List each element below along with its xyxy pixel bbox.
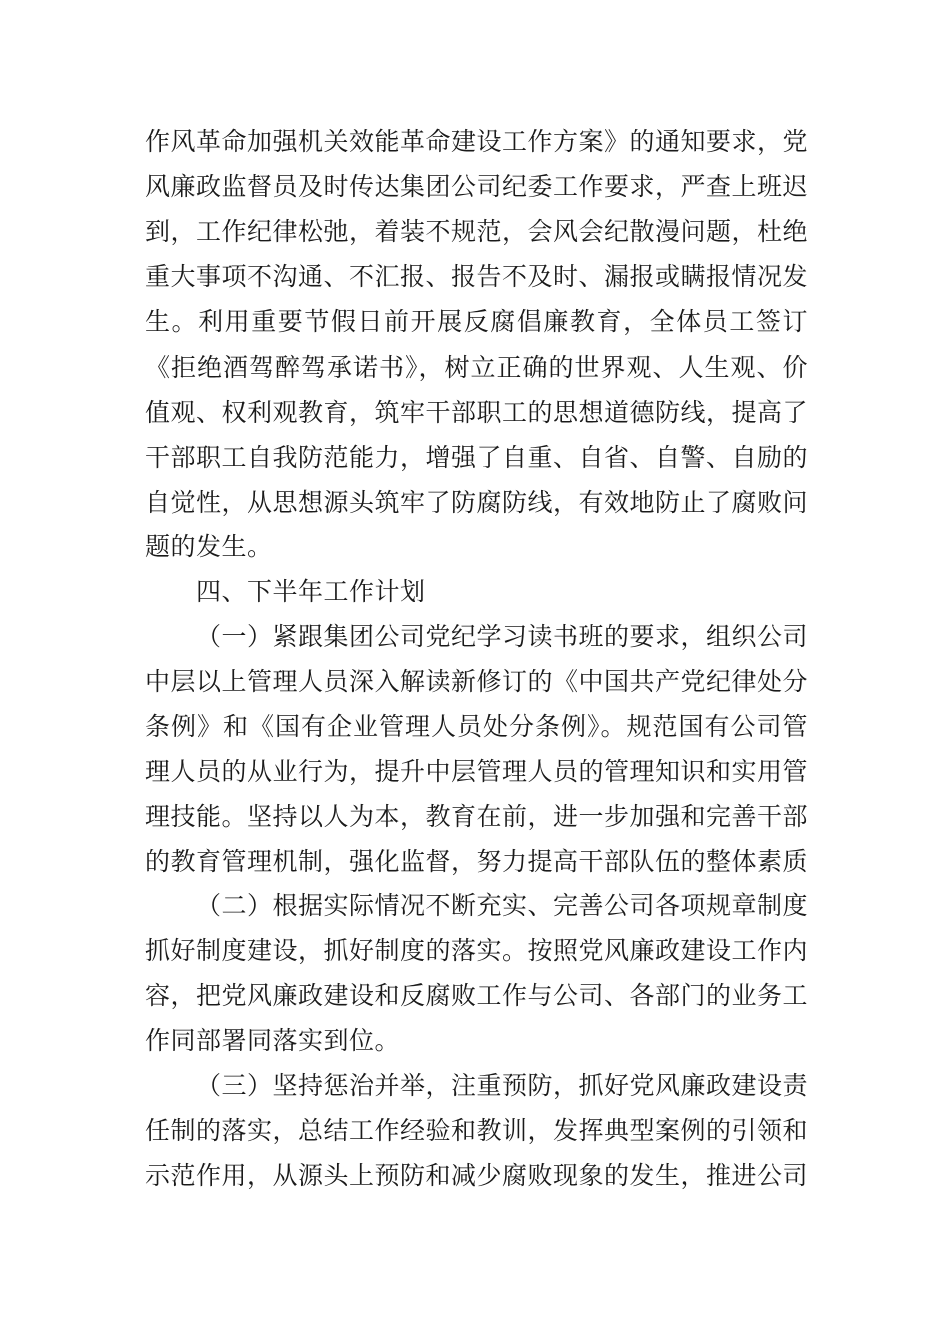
paragraph-line: （三）坚持惩治并举，注重预防，抓好党风廉政建设责 bbox=[196, 1071, 809, 1100]
paragraph-line: 到，工作纪律松弛，着装不规范，会风会纪散漫问题，杜绝 bbox=[145, 217, 809, 246]
paragraph-line: 中层以上管理人员深入解读新修订的《中国共产党纪律处分 bbox=[145, 667, 809, 696]
paragraph-line: 理技能。坚持以人为本，教育在前，进一步加强和完善干部 bbox=[145, 802, 809, 831]
paragraph-line: 理人员的从业行为，提升中层管理人员的管理知识和实用管 bbox=[145, 757, 809, 786]
paragraph-line: 自觉性，从思想源头筑牢了防腐防线，有效地防止了腐败问 bbox=[145, 488, 809, 517]
paragraph-line: （二）根据实际情况不断充实、完善公司各项规章制度 bbox=[196, 891, 809, 920]
paragraph-line: 任制的落实，总结工作经验和教训，发挥典型案例的引领和 bbox=[145, 1116, 809, 1145]
paragraph-line: 容，把党风廉政建设和反腐败工作与公司、各部门的业务工 bbox=[145, 981, 809, 1010]
paragraph-line: 条例》和《国有企业管理人员处分条例》。规范国有公司管 bbox=[145, 712, 808, 741]
paragraph-line: 作同部署同落实到位。 bbox=[145, 1026, 401, 1055]
paragraph-line: 风廉政监督员及时传达集团公司纪委工作要求，严查上班迟 bbox=[145, 172, 809, 201]
paragraph-line: 题的发生。 bbox=[145, 532, 273, 561]
paragraph-line: 抓好制度建设，抓好制度的落实。按照党风廉政建设工作内 bbox=[145, 936, 809, 965]
paragraph-line: 示范作用，从源头上预防和减少腐败现象的发生，推进公司 bbox=[145, 1161, 809, 1190]
paragraph-line: 作风革命加强机关效能革命建设工作方案》的通知要求，党 bbox=[145, 127, 809, 156]
paragraph-line: 《拒绝酒驾醉驾承诺书》，树立正确的世界观、人生观、价 bbox=[145, 353, 808, 382]
paragraph-line: 值观、权利观教育，筑牢干部职工的思想道德防线，提高了 bbox=[145, 398, 809, 427]
paragraph-line: 重大事项不沟通、不汇报、报告不及时、漏报或瞒报情况发 bbox=[145, 262, 809, 291]
paragraph-line: 的教育管理机制，强化监督，努力提高干部队伍的整体素质 bbox=[145, 847, 809, 876]
paragraph-line: （一）紧跟集团公司党纪学习读书班的要求，组织公司 bbox=[196, 622, 809, 651]
paragraph-line: 干部职工自我防范能力，增强了自重、自省、自警、自励的 bbox=[145, 443, 809, 472]
section-heading: 四、下半年工作计划 bbox=[196, 577, 426, 606]
paragraph-line: 生。利用重要节假日前开展反腐倡廉教育，全体员工签订 bbox=[145, 307, 808, 336]
